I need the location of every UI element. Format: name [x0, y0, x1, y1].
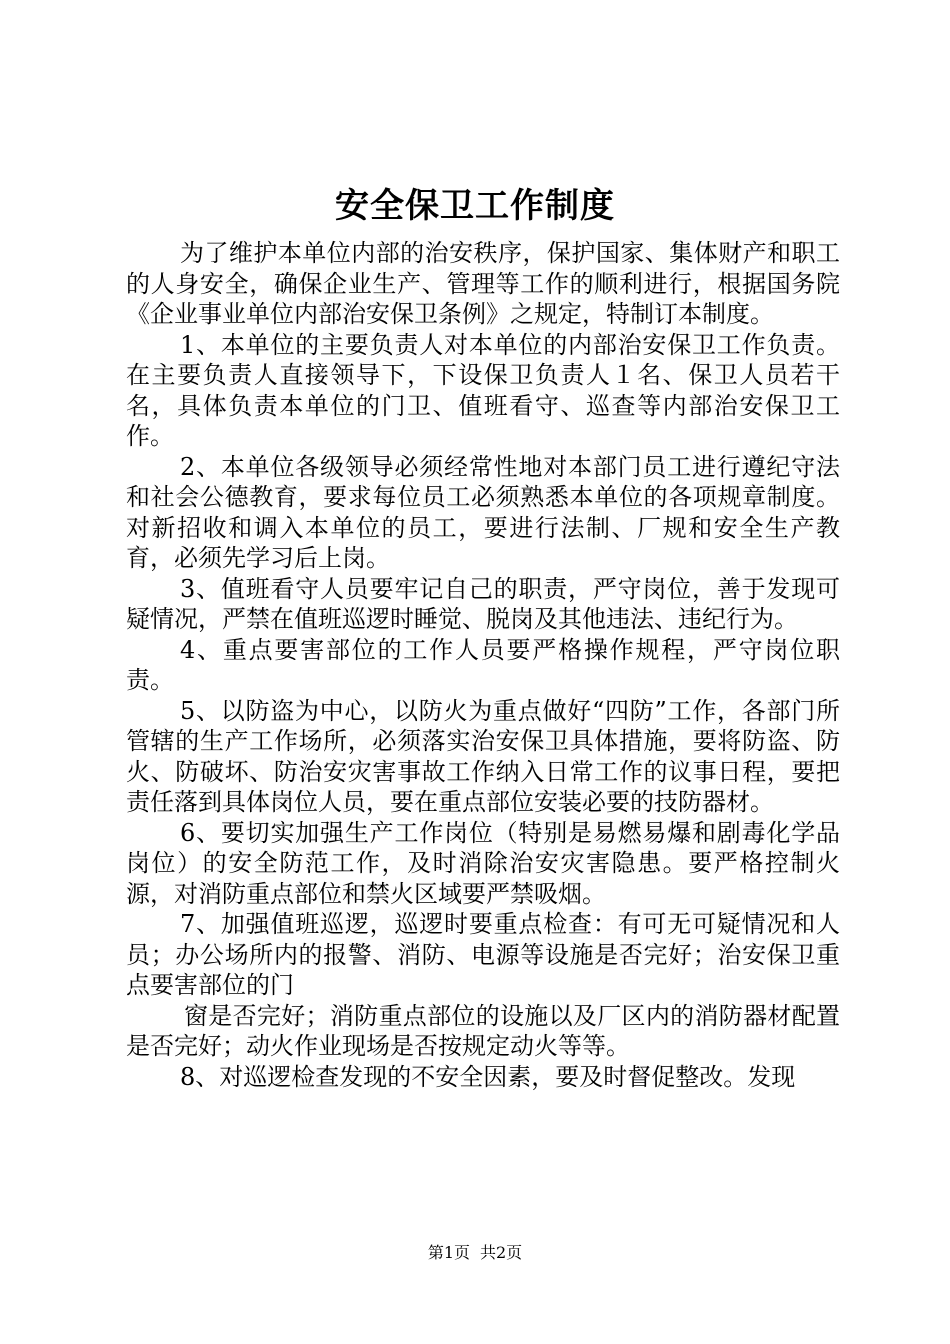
paragraph-item-5: 5、以防盗为中心，以防火为重点做好“四防”工作，各部门所管辖的生产工作场所，必须落实治安保卫具体措施，要将防盗、防火、防破坏、防治安灾害事故工作纳入日常工作的议事日程，要把责任落到具体岗位人员，要在重点部位安装必要的技防器材。	[126, 696, 840, 816]
document-title: 安全保卫工作制度	[335, 186, 615, 226]
paragraph-item-3: 3、值班看守人员要牢记自己的职责，严守岗位，善于发现可疑情况，严禁在值班巡逻时睡觉、脱岗及其他违法、违纪行为。	[126, 574, 840, 633]
page-number-total: 共2页	[480, 1243, 523, 1262]
paragraph-intro: 为了维护本单位内部的治安秩序，保护国家、集体财产和职工的人身安全，确保企业生产、管理等工作的顺利进行，根据国务院《企业事业单位内部治安保卫条例》之规定，特制订本制度。	[126, 239, 840, 328]
paragraph-item-7: 7、加强值班巡逻，巡逻时要重点检查：有可无可疑情况和人员；办公场所内的报警、消防、电源等设施是否完好；治安保卫重点要害部位的门	[126, 910, 840, 999]
paragraph-item-6: 6、要切实加强生产工作岗位（特别是易燃易爆和剧毒化学品岗位）的安全防范工作，及时消除治安灾害隐患。要严格控制火源，对消防重点部位和禁火区域要严禁吸烟。	[126, 818, 840, 908]
paragraph-item-7-continued: 窗是否完好；消防重点部位的设施以及厂区内的消防器材配置是否完好；动火作业现场是否按规定动火等等。	[126, 1001, 840, 1060]
document-body	[126, 238, 840, 1092]
paragraph-item-1: 1、本单位的主要负责人对本单位的内部治安保卫工作负责。在主要负责人直接领导下，下设保卫负责人１名、保卫人员若干名，具体负责本单位的门卫、值班看守、巡查等内部治安保卫工作。	[126, 330, 840, 450]
paragraph-item-2: 2、本单位各级领导必须经常性地对本部门员工进行遵纪守法和社会公德教育，要求每位员工必须熟悉本单位的各项规章制度。对新招收和调入本单位的员工，要进行法制、厂规和安全生产教育，必须先学习后上岗。	[126, 452, 840, 572]
page-footer	[0, 1242, 950, 1264]
paragraph-item-4: 4、重点要害部位的工作人员要严格操作规程，严守岗位职责。	[126, 635, 840, 694]
paragraph-item-8: 8、对巡逻检查发现的不安全因素，要及时督促整改。发现	[180, 1062, 796, 1091]
page-number-current: 第1页	[427, 1243, 470, 1262]
